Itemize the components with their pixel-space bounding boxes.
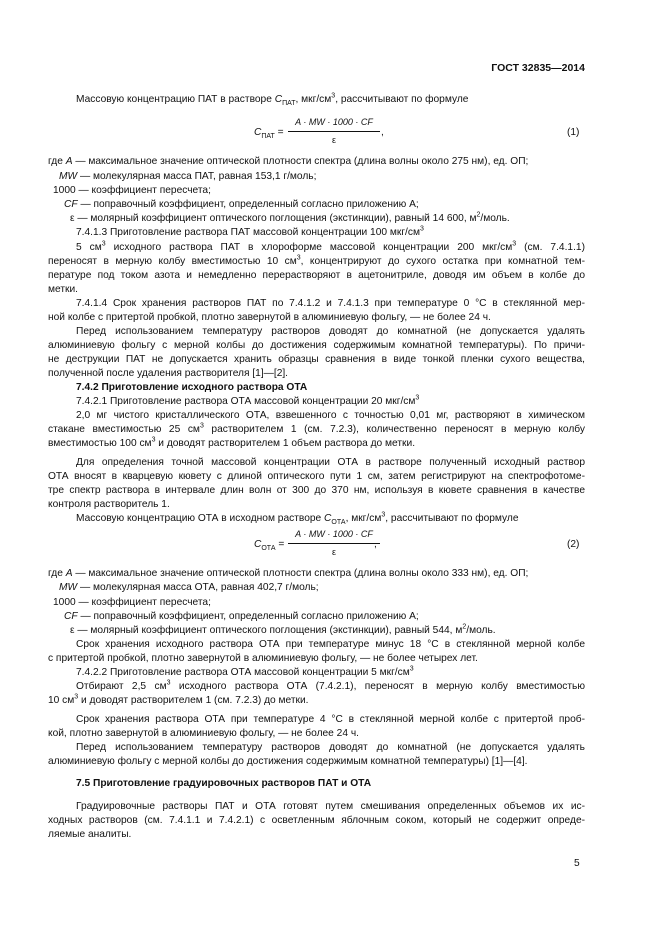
fraction-bar: [288, 131, 380, 132]
page-number: 5: [574, 858, 580, 869]
paragraph-formula1-intro: Массовую концентрацию ПАТ в растворе $C_{ПАТ}$, мкг/$см^3$, рассчитывают по формуле: [76, 92, 469, 108]
formula-2-number: (2): [567, 539, 580, 550]
document-page: ГОСТ 32835—2014 Массовую концентрацию ПАТ в растворе $C_{ПАТ}$, мкг/$см^3$, рассчитывают по формуле $C_{ПАТ}$ = A · MW · 1000 · CF ε , (1) где A — максимальное значение оптической плотности спектра (длина волны около 275 нм), ед. ОП; MW — молекулярная масса ПАТ, равная 153,1 г/моль; 1000 — коэффициент пересчета; CF — поправочный коэффициент, определенный согласно приложению А; ε — молярный коэффициент оптического поглощения (экстинкции), равный 14 600, $м^2$/моль. 7.4.1.3 Приготовление раствора ПАТ массовой концентрации 100 мкг/$см^3$ 5 $см^3$ исходного раствора ПАТ в хлороформе массовой концентрации 200 мкг/$см^3$ (см. 7.4.1.1) переносят в мерную колбу вместимостью 10 $см^3$, концентрируют до сухого остатка при комнатной тем- пературе под током азота и немедленно перерастворяют в ацетонитриле, доводя им объем в колбе до метки. 7.4.1.4 Срок хранения растворов ПАТ по 7.4.1.2 и 7.4.1.3 при температуре 0 °С в стеклянной мер- ной колбе с притертой пробкой, плотно завернутой в алюминиевую фольгу, — не более 24 ч. Перед использованием температуру растворов доводят до комнатной (не допускается удалять алюминиевую фольгу с мерной колбы до достижения содержимым комнатной температуры). По причи- не деструкции ПАТ не допускается хранить образцы сравнения в виде тонкой пленки сухого вещества, полученной после удаления растворителя [1]—[2]. 7.4.2 Приготовление исходного раствора ОТА 7.4.2.1 Приготовление раствора ОТА массовой концентрации 20 мкг/$см^3$ 2,0 мг чистого кристаллического ОТА, взвешенного с точностью 0,01 мг, растворяют в химическом стакане вместимостью 25 $см^3$ растворителем 1 (см. 7.2.3), количественно переносят в мерную колбу вместимостью 100 $см^3$ и доводят растворителем 1 объем раствора до метки. Для определения точной массовой концентрации ОТА в растворе полученный исходный раствор ОТА вносят в кварцевую кювету с длиной оптического пути 1 см, затем регистрируют на спектрофотоме- тре спектр раствора в интервале длин волн от 300 до 370 нм, используя в кювете сравнения в качестве контроля растворитель 1. Массовую концентрацию ОТА в исходном растворе $C_{ОТА}$, мкг/$см^3$, рассчитывают по формуле $C_{ОТА}$ = A · MW · 1000 · CF ε , (2) где A — максимальное значение оптической плотности спектра (длина волны около 333 нм), ед. ОП; MW — молекулярная масса ОТА, равная 402,7 г/моль; 1000 — коэффициент пересчета; CF — поправочный коэффициент, определенный согласно приложению А; ε — молярный коэффициент оптического поглощения (экстинкции), равный 544, $м^2$/моль. Срок хранения исходного раствора ОТА при температуре минус 18 °С в стеклянной мерной колбе с притертой пробкой, плотно завернутой в алюминиевую фольгу, — не более четырех лет. 7.4.2.2 Приготовление раствора ОТА массовой концентрации 5 мкг/$см^3$ Отбирают 2,5 $см^3$ исходного раствора ОТА (7.4.2.1), переносят в мерную колбу вместимостью 10 $см^3$ и доводят растворителем 1 (см. 7.2.3) до метки. Срок хранения раствора ОТА при температуре 4 °С в стеклянной мерной колбе с притертой проб- кой, плотно завернутой в алюминиевую фольгу, — не более 24 ч. Перед использованием температуру растворов доводят до комнатной (не допускается удалять алюминиевую фольгу с мерной колбы до достижения содержимым комнатной температуры) [1]—[4]. 7.5 Приготовление градуировочных растворов ПАТ и ОТА Градуировочные растворы ПАТ и ОТА готовят путем смешивания определенных объемов их ис- ходных растворов (см. 7.4.1.1 и 7.4.2.1) с осветленным яблочным соком, который не содержит опреде- ляемые аналиты. 5: [48, 62, 586, 869]
subsection-7-4-2-2: 7.4.2.2 Приготовление раствора ОТА массовой концентрации 5 мкг/$см^3$: [76, 665, 414, 678]
formula-1-number: (1): [567, 127, 580, 138]
section-7-5-heading: 7.5 Приготовление градуировочных растворов ПАТ и ОТА: [76, 778, 372, 789]
formula-2-denominator: ε: [331, 547, 336, 557]
fraction-bar: [288, 543, 380, 544]
subsection-7-4-1-3: 7.4.1.3 Приготовление раствора ПАТ массовой концентрации 100 мкг/$см^3$: [76, 225, 424, 238]
formula-1-numerator: A · MW · 1000 · CF: [295, 117, 373, 127]
section-7-4-2-heading: 7.4.2 Приготовление исходного раствора ОТА: [76, 382, 308, 393]
paragraph-formula2-intro: Массовую концентрацию ОТА в исходном растворе $C_{ОТА}$, мкг/$см^3$, рассчитывают по формуле: [76, 511, 519, 527]
formula-1-denominator: ε: [331, 135, 336, 145]
formula-2-numerator: A · MW · 1000 · CF: [295, 529, 373, 539]
subsection-7-4-2-1: 7.4.2.1 Приготовление раствора ОТА массовой концентрации 20 мкг/$см^3$: [76, 394, 420, 407]
standard-number: ГОСТ 32835—2014: [491, 62, 585, 74]
